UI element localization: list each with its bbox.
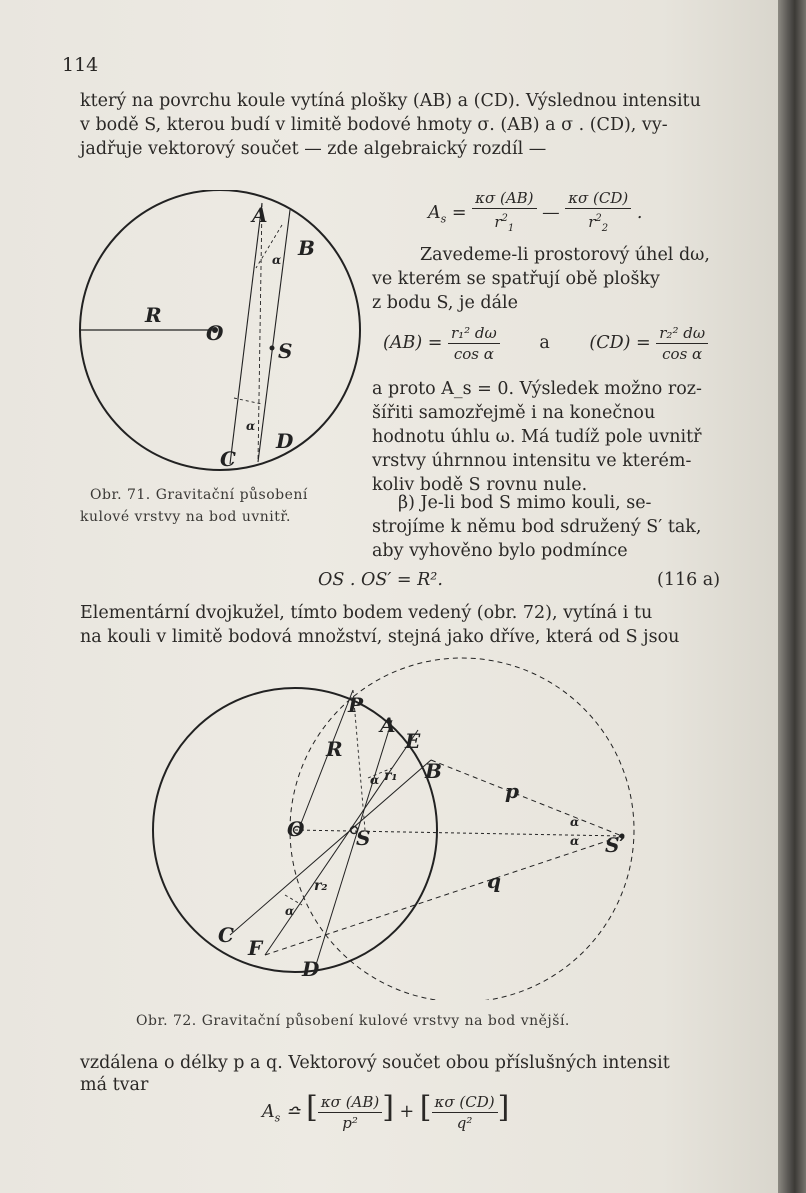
equation-final: $A_s$ ≏ [ $\frac{\kappa\sigma (AB)}{\text{p²}}$ ] + [ $\frac{\kappa\sigma (CD)}{\text{q²}}$ ] (262, 1090, 510, 1132)
right-col1-line: ve kterém se spatřují obě plošky (372, 269, 660, 289)
fig71-label-D: D (276, 429, 294, 453)
fig72-alpha-right1: α (570, 815, 580, 829)
paragraph2-line: na kouli v limitě bodová množství, stejná jako dříve, která od S jsou (80, 627, 680, 647)
right-col2-line: šířiti samozřejmě i na konečnou (372, 403, 656, 423)
fig71-label-O: O (206, 321, 224, 345)
right-col3-line: strojíme k němu bod sdružený S′ tak, (372, 517, 702, 537)
right-col1-line: Zavedeme-li prostorový úhel dω, (420, 245, 710, 265)
paragraph1-line: jadřuje vektorový součet — zde algebraický rozdíl — (80, 139, 547, 159)
fig72-dashed-circle (290, 658, 634, 1000)
fig71-label-alpha-top: α (272, 253, 282, 267)
fig71-point-S (270, 346, 275, 351)
equation-116a-label: (116 a) (657, 570, 721, 590)
fig71-label-R: R (145, 303, 162, 327)
right-col2-line: hodnotu úhlu ω. Má tudíž pole uvnitř (372, 427, 702, 447)
right-col3-line: β) Je-li bod S mimo kouli, se- (398, 493, 652, 513)
equation-As: $A_s$ = $\frac{\kappa\sigma (AB)}{r^2_1}$ — $\frac{\kappa\sigma (CD)}{r^2_2}$ . (428, 189, 643, 234)
fig71-dashed (258, 203, 262, 462)
fig72-label-D: D (302, 957, 320, 981)
fig72-label-C: C (218, 923, 234, 947)
right-col2-line: a proto A_s = 0. Výsledek možno roz- (372, 379, 702, 399)
fig71-label-C: C (220, 447, 236, 471)
fig72-label-r2: r₂ (314, 878, 328, 894)
fig71-caption: Obr. 71. Gravitační působení (90, 487, 308, 503)
equation-116a: OS . OS′ = R². (318, 570, 443, 590)
fig72-label-Sprime: S′ (605, 833, 625, 857)
fig72-label-O: O (287, 817, 305, 841)
equation-AB: (AB) = $\frac{\text{r₁² dω}}{\text{cos α}}$ a (CD) = $\frac{\text{r₂² dω}}{\text{cos α}}$ (383, 323, 708, 364)
fig71-chord-BD (258, 210, 293, 462)
fig72-label-F: F (248, 936, 263, 960)
fig72-label-A: A (380, 713, 396, 737)
fig72-line-BC (230, 760, 431, 935)
paragraph3-line: vzdálena o délky p a q. Vektorový součet obou příslušných intensit (80, 1053, 670, 1073)
book-spine (778, 0, 806, 1193)
fig72-label-P: P (348, 693, 364, 717)
right-col1-line: z bodu S, je dále (372, 293, 518, 313)
right-col3-line: aby vyhověno bylo podmínce (372, 541, 628, 561)
fig72-label-q: q (487, 869, 501, 893)
fig72-alpha-bottom: α (285, 904, 295, 918)
right-col2-line: vrstvy úhrnnou intensitu ve kterém- (372, 451, 692, 471)
page-number: 114 (62, 54, 99, 76)
fig71-caption: kulové vrstvy na bod uvnitř. (80, 509, 291, 525)
fig71-label-S: S (278, 339, 293, 363)
fig71-label-B: B (298, 236, 315, 260)
fig72-label-p: p (505, 779, 519, 803)
figure-72 (150, 655, 650, 1000)
paragraph1-line: v bodě S, kterou budí v limitě bodové hmoty σ. (AB) a σ . (CD), vy- (80, 115, 668, 135)
figure-71 (70, 190, 370, 480)
fig72-label-S: S (356, 826, 371, 850)
right-col2-line: koliv bodě S rovnu nule. (372, 475, 588, 495)
fig72-caption: Obr. 72. Gravitační působení kulové vrstvy na bod vnější. (136, 1013, 570, 1029)
fig72-alpha-top: α (370, 773, 380, 787)
fig71-label-alpha-bottom: α (246, 419, 256, 433)
fig72-line-p (431, 760, 622, 836)
fig72-label-R: R (326, 737, 343, 761)
fig71-label-A: A (252, 203, 268, 227)
fig72-label-B: B (425, 759, 442, 783)
paragraph1-line: který na povrchu koule vytíná plošky (AB) a (CD). Výslednou intensitu (80, 91, 701, 111)
paragraph2-line: Elementární dvojkužel, tímto bodem vedený (obr. 72), vytíná i tu (80, 603, 653, 623)
fig72-label-r1: r₁ (384, 768, 398, 784)
paragraph3-line: má tvar (80, 1075, 149, 1095)
fig72-line-q (265, 836, 622, 955)
fig72-alpha-right2: α (570, 834, 580, 848)
fig72-label-E: E (405, 729, 421, 753)
fig72-line-EF (265, 730, 418, 955)
